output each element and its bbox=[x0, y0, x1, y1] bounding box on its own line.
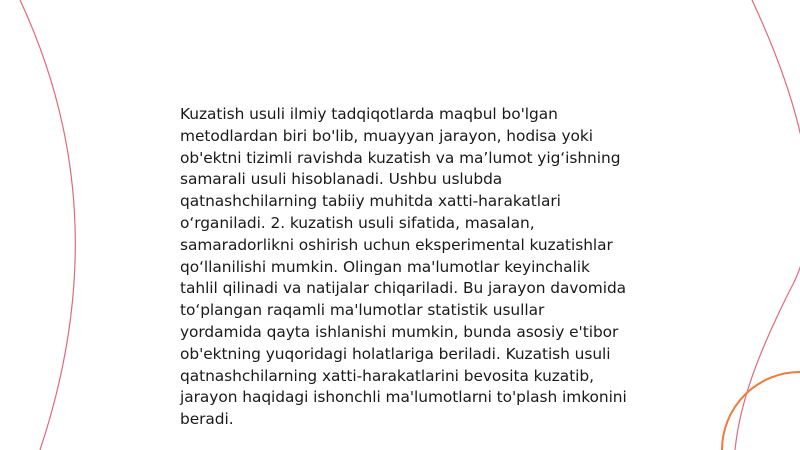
orange-circle-decoration bbox=[722, 372, 800, 450]
left-curve-decoration bbox=[20, 0, 75, 450]
right-curve-decoration bbox=[735, 0, 800, 450]
body-paragraph: Kuzatish usuli ilmiy tadqiqotlarda maqbul bo'lgan metodlardan biri bo'lib, muayyan jarayon, hodisa yoki ob'ektni tizimli ravishda kuzatish va ma’lumot yig‘ishning samarali usuli hisoblanadi. Ushbu uslubda qatnashchilarning tabiiy muhitda xatti-harakatlari o‘rganiladi. 2. kuzatish usuli sifatida, masalan, samaradorlikni oshirish uchun eksperimental kuzatishlar qo‘llanilishi mumkin. Olingan ma'lumotlar keyinchalik tahlil qilinadi va natijalar chiqariladi. Bu jarayon davomida to‘plangan raqamli ma'lumotlar statistik usullar yordamida qayta ishlanishi mumkin, bunda asosiy e'tibor ob'ektning yuqoridagi holatlariga beriladi. Kuzatish usuli qatnashchilarning xatti-harakatlarini bevosita kuzatib, jarayon haqidagi ishonchli ma'lumotlarni to'plash imkonini beradi. bbox=[180, 105, 627, 429]
